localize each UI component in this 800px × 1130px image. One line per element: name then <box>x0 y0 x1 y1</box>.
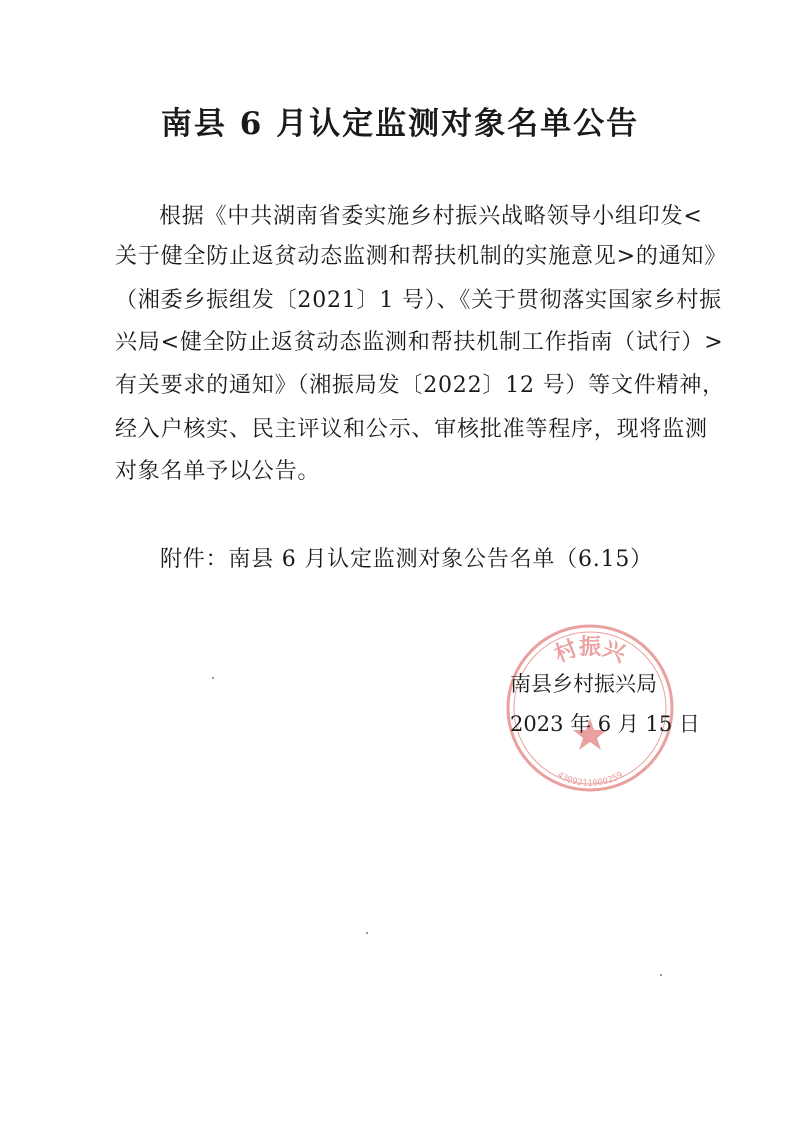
body-line-3: （湘委乡振组发〔2021〕1 号）、《关于贯彻落实国家乡村振 <box>115 288 722 313</box>
issuer-name: 南县乡村振兴局 <box>510 672 657 696</box>
body-line-1: 根据《中共湖南省委实施乡村振兴战略领导小组印发< <box>159 204 703 229</box>
document-title: 南县 6 月认定监测对象名单公告 <box>160 106 640 142</box>
body-line-2: 关于健全防止返贫动态监测和帮扶机制的实施意见>的通知》 <box>115 244 728 269</box>
attachment-line: 附件：南县 6 月认定监测对象公告名单（6.15） <box>160 547 653 572</box>
body-line-6: 经入户核实、民主评议和公示、审核批准等程序，现将监测 <box>115 417 708 442</box>
body-line-5: 有关要求的通知》（湘振局发〔2022〕12 号）等文件精神， <box>115 373 725 398</box>
seal-top-text: 村振兴 <box>550 634 630 668</box>
scan-speck <box>660 974 662 976</box>
body-line-7: 对象名单予以公告。 <box>115 459 321 484</box>
scan-speck <box>212 677 214 679</box>
issue-date: 2023 年 6 月 15 日 <box>510 712 700 736</box>
scan-speck <box>366 932 368 934</box>
body-line-4: 兴局<健全防止返贫动态监测和帮扶机制工作指南（试行）> <box>115 330 724 355</box>
seal-code-text: 4309211000259 <box>555 770 625 789</box>
